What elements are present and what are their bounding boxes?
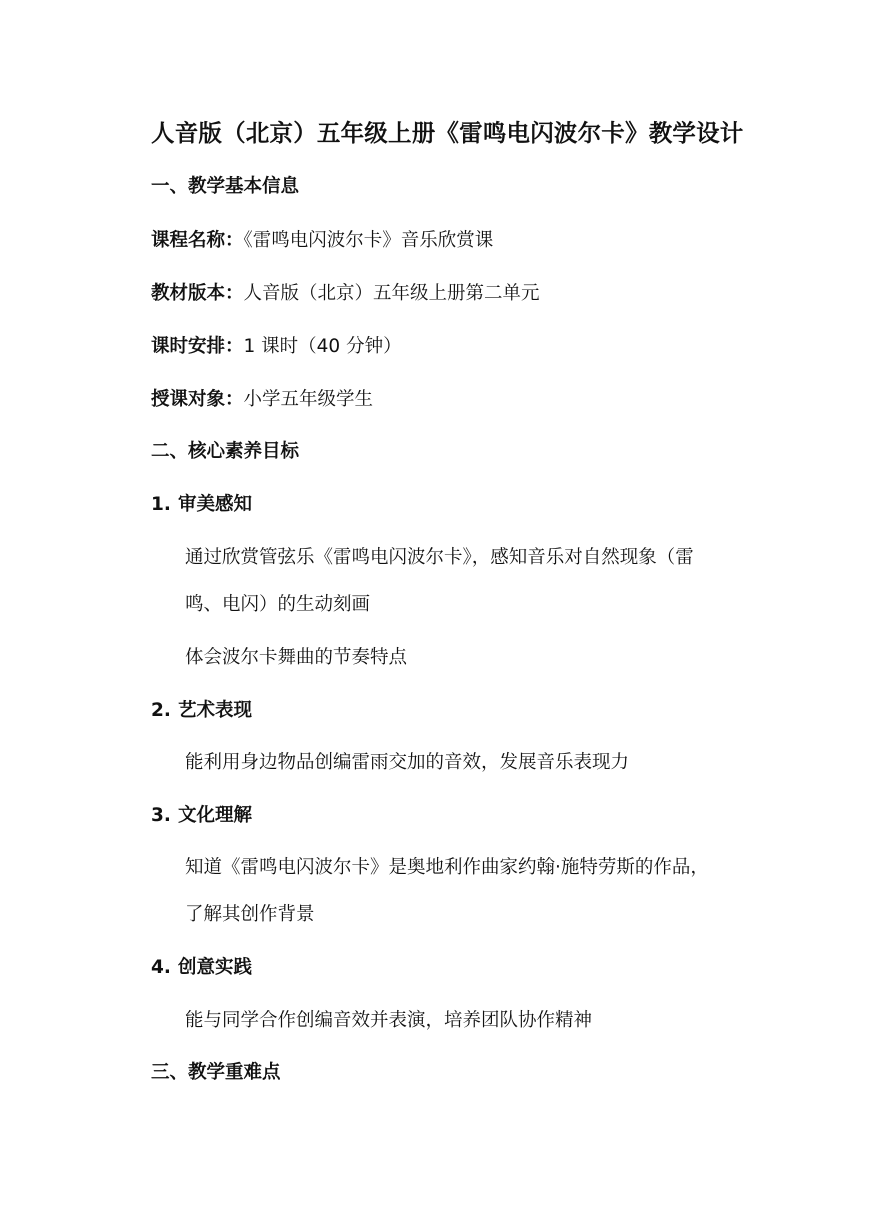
audience-label: 授课对象： (151, 389, 244, 410)
goal-number: 4. (151, 957, 171, 978)
goal-text-line: 体会波尔卡舞曲的节奏特点 (185, 647, 408, 668)
info-row-hours (151, 338, 402, 357)
info-row-course-name (151, 232, 493, 251)
goal-number: 2. (151, 700, 171, 721)
document-title: 人音版（北京）五年级上册《雷鸣电闪波尔卡》教学设计 (151, 119, 744, 147)
goal-heading-aesthetic (151, 496, 252, 515)
goal-title: 艺术表现 (178, 700, 253, 721)
goal-text-line: 了解其创作背景 (185, 904, 315, 925)
info-row-textbook (151, 285, 540, 304)
course-name-value: 《雷鸣电闪波尔卡》音乐欣赏课 (243, 230, 494, 251)
audience-value: 小学五年级学生 (243, 389, 374, 410)
goal-title: 文化理解 (178, 805, 253, 826)
info-row-audience (151, 391, 373, 410)
goal-text-line: 能与同学合作创编音效并表演，培养团队协作精神 (185, 1010, 593, 1031)
hours-value: 1 课时（40 分钟） (243, 336, 402, 357)
textbook-label: 教材版本： (151, 283, 244, 304)
goal-title: 审美感知 (178, 494, 253, 515)
goal-text-line: 能利用身边物品创编雷雨交加的音效，发展音乐表现力 (185, 752, 630, 773)
goal-heading-art-expression (151, 702, 252, 721)
course-name-label: 课程名称： (151, 230, 244, 251)
goal-text-line: 知道《雷鸣电闪波尔卡》是奥地利作曲家约翰·施特劳斯的作品， (185, 857, 709, 878)
section-heading-basic-info: 一、教学基本信息 (151, 176, 300, 197)
goal-title: 创意实践 (178, 957, 253, 978)
textbook-value: 人音版（北京）五年级上册第二单元 (243, 283, 540, 304)
hours-label: 课时安排： (151, 336, 244, 357)
goal-heading-culture (151, 807, 252, 826)
goal-text-line: 通过欣赏管弦乐《雷鸣电闪波尔卡》，感知音乐对自然现象（雷 (185, 547, 694, 568)
goal-text-line: 鸣、电闪）的生动刻画 (185, 594, 371, 615)
goal-number: 1. (151, 494, 171, 515)
section-heading-core-goals: 二、核心素养目标 (151, 441, 300, 462)
goal-number: 3. (151, 805, 171, 826)
goal-heading-creative (151, 959, 252, 978)
section-heading-key-points: 三、教学重难点 (151, 1062, 281, 1083)
